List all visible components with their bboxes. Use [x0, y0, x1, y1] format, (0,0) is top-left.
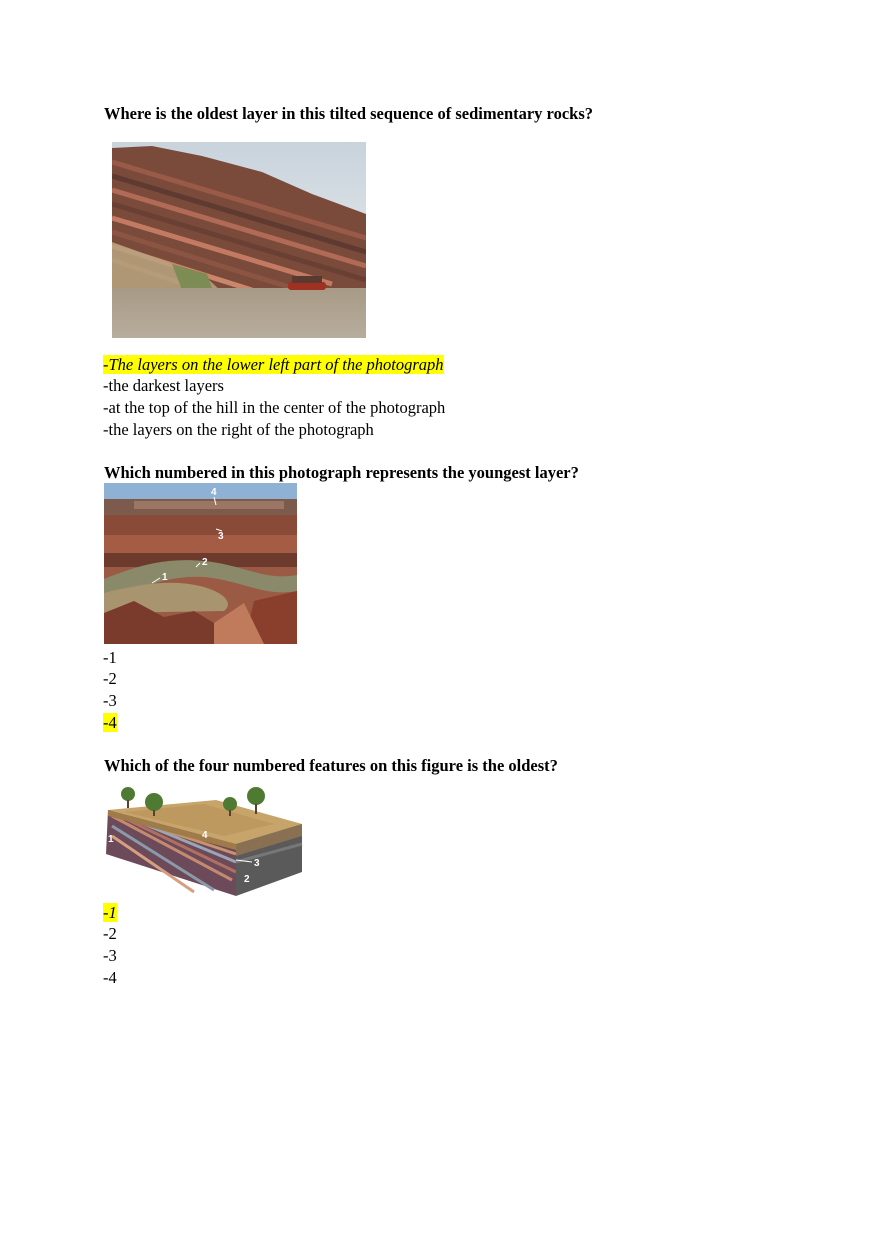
- block-diagram: [104, 780, 304, 898]
- block-label-3: 3: [254, 858, 260, 869]
- canyon-photo: [104, 483, 297, 644]
- correct-answer-text: -4: [103, 713, 117, 732]
- block-label-1: 1: [108, 834, 114, 845]
- option-2c[interactable]: -3: [103, 691, 117, 710]
- option-1c[interactable]: -at the top of the hill in the center of the photograph: [103, 398, 446, 417]
- correct-answer-text: The layers on the lower left part of the photograph: [108, 355, 444, 374]
- option-1b[interactable]: -the darkest layers: [103, 376, 224, 395]
- option-2a[interactable]: -1: [103, 648, 117, 667]
- option-3b[interactable]: -2: [103, 924, 117, 943]
- question-3-text: Which of the four numbered features on this figure is the oldest?: [104, 756, 558, 775]
- tilted-layers-photo: [112, 142, 366, 338]
- canyon-label-2: 2: [202, 557, 208, 568]
- question-1-text: Where is the oldest layer in this tilted sequence of sedimentary rocks?: [104, 104, 594, 123]
- option-3a[interactable]: [103, 903, 117, 923]
- option-2b[interactable]: -2: [103, 669, 117, 688]
- option-3c[interactable]: -3: [103, 946, 117, 965]
- option-1a[interactable]: [103, 355, 444, 375]
- option-highlight: -The layers on the lower left part of the photograph: [103, 355, 444, 374]
- option-3d[interactable]: -4: [103, 968, 117, 987]
- canyon-label-3: 3: [218, 531, 224, 542]
- block-label-2: 2: [244, 874, 250, 885]
- canyon-label-1: 1: [162, 572, 168, 583]
- question-2-text: Which numbered in this photograph represents the youngest layer?: [104, 463, 579, 482]
- option-1d[interactable]: -the layers on the right of the photograph: [103, 420, 374, 439]
- correct-answer-text: -1: [103, 903, 117, 922]
- option-2d[interactable]: [103, 713, 117, 733]
- block-label-4: 4: [202, 830, 208, 841]
- canyon-label-4: 4: [211, 487, 217, 498]
